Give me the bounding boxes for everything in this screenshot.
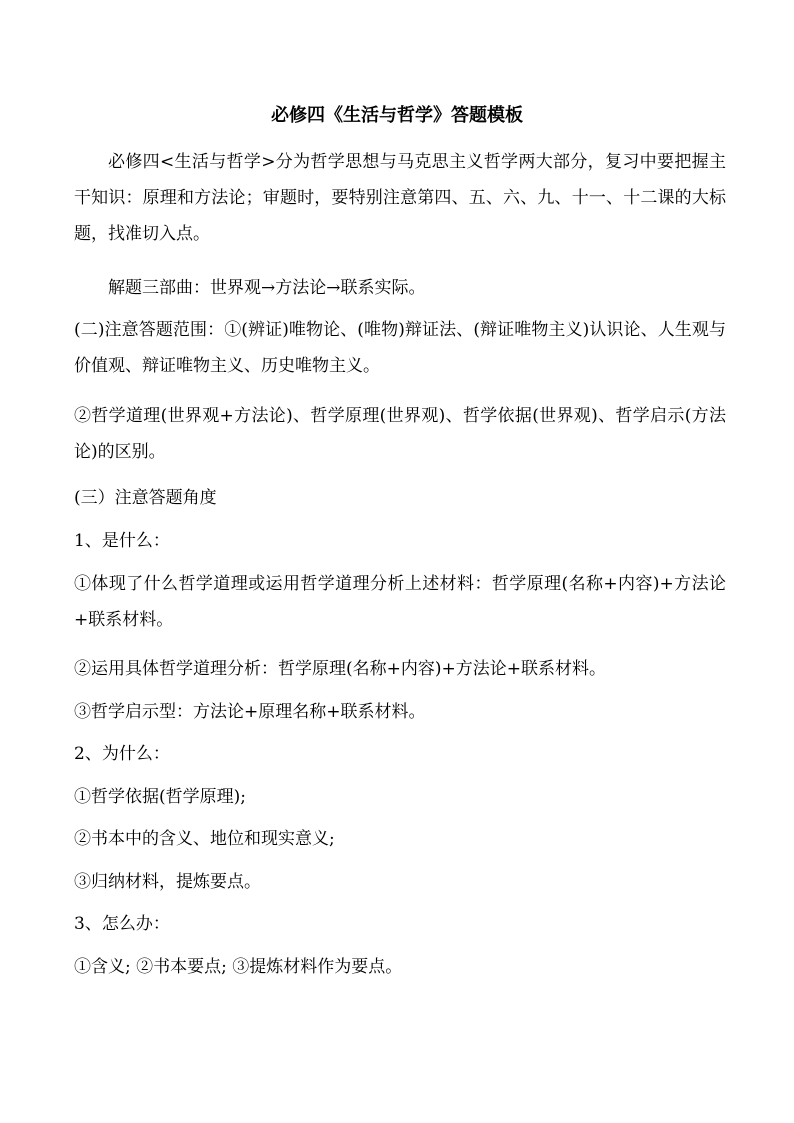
why-item-1: ①哲学依据(哲学原理); [74, 787, 246, 807]
answer-scope-paragraph: (二)注意答题范围：①(辨证)唯物论、(唯物)辩证法、(辩证唯物主义)认识论、人生观与价值观、辩证唯物主义、历史唯物主义。 [74, 320, 726, 376]
what-item-3: ③哲学启示型：方法论+原理名称+联系材料。 [74, 702, 426, 722]
document-title: 必修四《生活与哲学》答题模板 [271, 105, 523, 126]
what-item-1: ①体现了什么哲学道理或运用哲学道理分析上述材料：哲学原理(名称+内容)+方法论+联系材料。 [74, 574, 726, 630]
why-item-3: ③归纳材料，提炼要点。 [74, 872, 261, 892]
why-heading: 2、为什么： [74, 744, 170, 764]
intro-paragraph: 必修四<生活与哲学>分为哲学思想与马克思主义哲学两大部分，复习中要把握主干知识：原理和方法论；审题时，要特别注意第四、五、六、九、十一、十二课的大标题，找准切入点。 [74, 152, 726, 244]
what-item-2: ②运用具体哲学道理分析：哲学原理(名称+内容)+方法论+联系材料。 [74, 659, 606, 679]
how-items: ①含义; ②书本要点; ③提炼材料作为要点。 [74, 957, 403, 977]
solve-steps-paragraph: 解题三部曲：世界观→方法论→联系实际。 [108, 278, 426, 298]
how-heading: 3、怎么办： [74, 914, 170, 934]
what-heading: 1、是什么： [74, 531, 170, 551]
why-item-2: ②书本中的含义、地位和现实意义; [74, 829, 335, 849]
answer-scope-distinction: ②哲学道理(世界观+方法论)、哲学原理(世界观)、哲学依据(世界观)、哲学启示(方法论)的区别。 [74, 406, 726, 462]
answer-angle-heading: (三）注意答题角度 [74, 488, 217, 508]
